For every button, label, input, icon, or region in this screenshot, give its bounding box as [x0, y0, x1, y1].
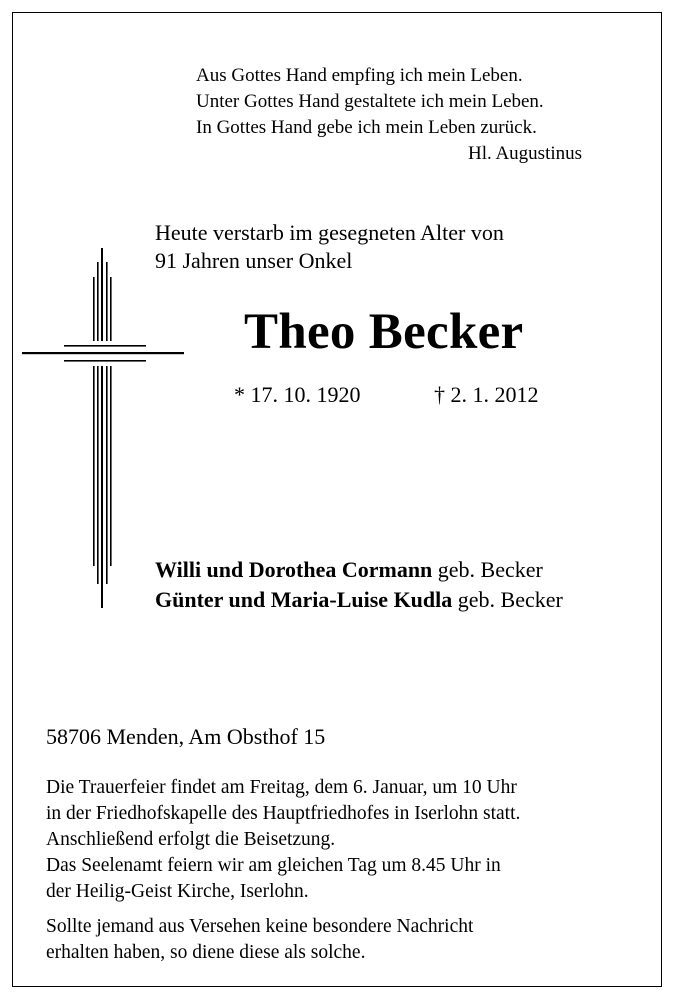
- quote-line: Unter Gottes Hand gestaltete ich mein Leben.: [196, 91, 544, 112]
- mourner-names: Willi und Dorothea Cormann: [155, 557, 433, 582]
- address: 58706 Menden, Am Obsthof 15: [46, 724, 326, 749]
- quote-line: In Gottes Hand gebe ich mein Leben zurück.: [196, 117, 537, 138]
- cross-line: [97, 262, 99, 341]
- mourner-maiden-name: geb. Becker: [452, 587, 563, 612]
- funeral-line: in der Friedhofskapelle des Hauptfriedhofes in Iserlohn statt.: [46, 803, 521, 824]
- funeral-line: Anschließend erfolgt die Beisetzung.: [46, 829, 336, 850]
- cross-line: [106, 262, 108, 341]
- funeral-line: Die Trauerfeier findet am Freitag, dem 6. Januar, um 10 Uhr: [46, 777, 517, 798]
- cross-line: [93, 366, 95, 566]
- cross-line: [64, 345, 146, 347]
- intro-line: 91 Jahren unser Onkel: [155, 248, 353, 273]
- cross-line: [101, 366, 103, 608]
- cross-line: [101, 248, 103, 341]
- mourner-names: Günter und Maria-Luise Kudla: [155, 587, 453, 612]
- quote-line: Aus Gottes Hand empfing ich mein Leben.: [196, 65, 523, 86]
- funeral-line: der Heilig-Geist Kirche, Iserlohn.: [46, 881, 309, 902]
- deceased-name: Theo Becker: [244, 304, 524, 360]
- funeral-line: Das Seelenamt feiern wir am gleichen Tag um 8.45 Uhr in: [46, 855, 501, 876]
- intro-line: Heute verstarb im gesegneten Alter von: [155, 220, 504, 245]
- mourner-maiden-name: geb. Becker: [432, 557, 543, 582]
- death-date: † 2. 1. 2012: [434, 382, 539, 407]
- note-line: erhalten haben, so diene diese als solche.: [46, 942, 366, 963]
- cross-line: [93, 277, 95, 341]
- note-line: Sollte jemand aus Versehen keine besondere Nachricht: [46, 916, 474, 937]
- cross-line: [106, 366, 108, 584]
- cross-line: [110, 366, 112, 566]
- birth-date: * 17. 10. 1920: [234, 382, 361, 407]
- cross-line: [64, 360, 146, 362]
- cross-line: [110, 277, 112, 341]
- cross-line: [97, 366, 99, 584]
- cross-line: [22, 352, 184, 354]
- quote-author: Hl. Augustinus: [468, 143, 583, 164]
